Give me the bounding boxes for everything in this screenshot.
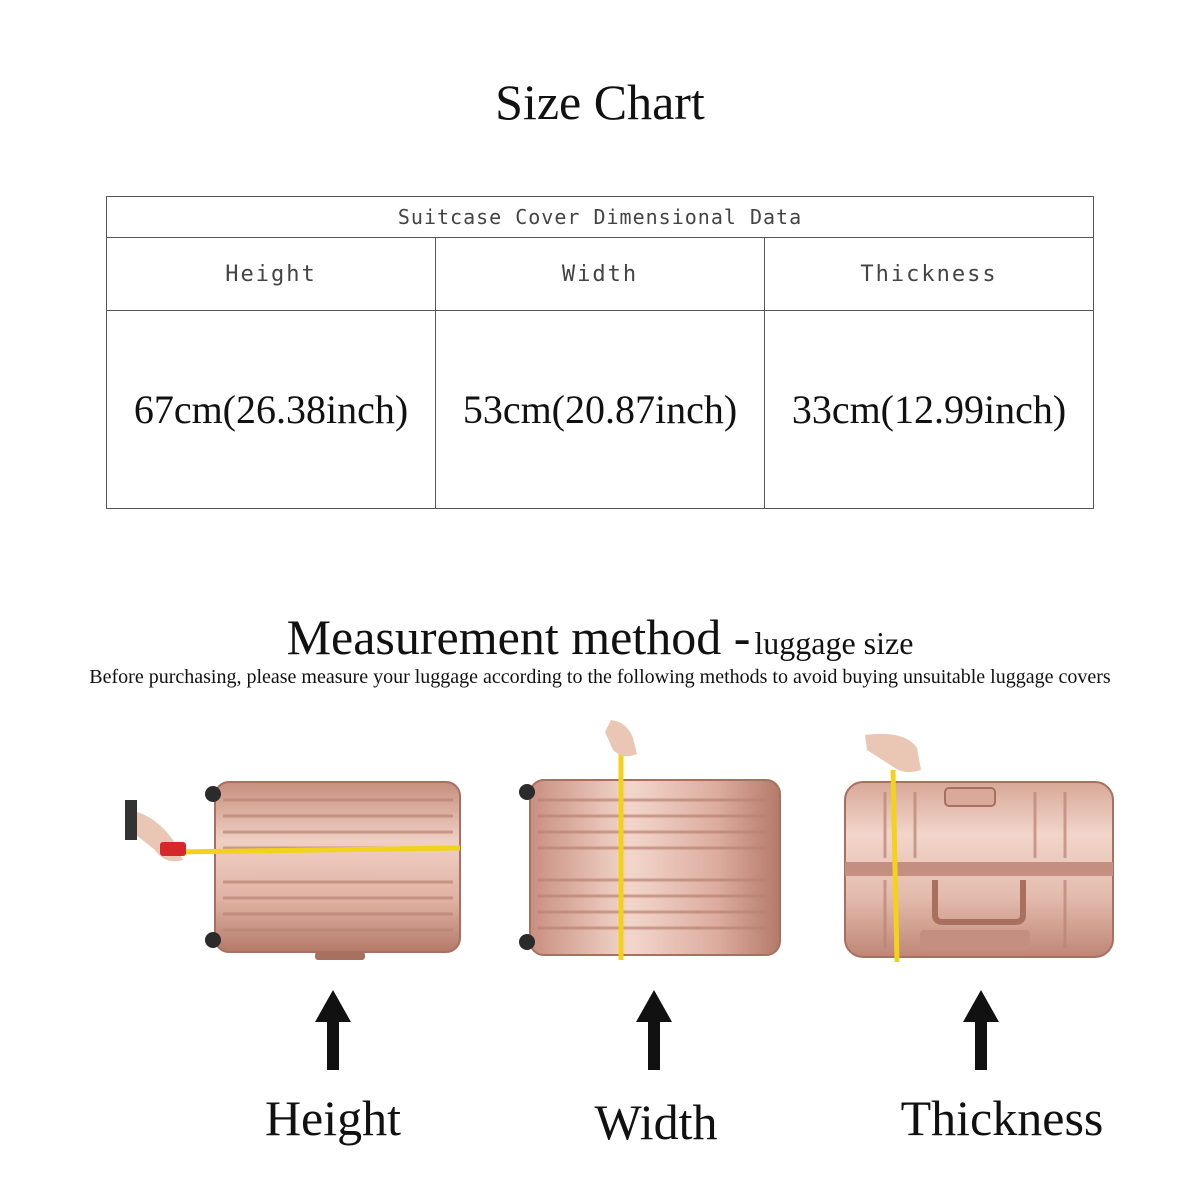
label-width: Width — [594, 1094, 718, 1150]
table-caption-row — [107, 197, 1094, 238]
value-thickness: 33cm(12.99inch) — [765, 311, 1094, 509]
table-caption: Suitcase Cover Dimensional Data — [107, 197, 1094, 238]
header-height: Height — [107, 238, 436, 311]
suitcase-height-photo — [125, 770, 475, 965]
size-table — [106, 196, 1094, 509]
table-value-row — [107, 311, 1094, 509]
page-title: Size Chart — [495, 74, 705, 130]
table-header-row — [107, 238, 1094, 311]
method-note: Before purchasing, please measure your luggage according to the following methods to avoid buying unsuitable luggage covers — [89, 666, 1111, 688]
arrow-up-icon — [963, 990, 999, 1070]
header-width: Width — [436, 238, 765, 311]
method-heading — [0, 608, 1200, 666]
arrow-up-icon — [315, 990, 351, 1070]
suitcase-thickness-photo — [825, 730, 1120, 965]
suitcase-width-photo — [515, 720, 790, 965]
method-subtitle: luggage size — [754, 625, 914, 661]
value-width: 53cm(20.87inch) — [436, 311, 765, 509]
method-title: Measurement method - — [286, 609, 751, 665]
label-thickness: Thickness — [900, 1090, 1104, 1146]
header-thickness: Thickness — [765, 238, 1094, 311]
arrow-up-icon — [636, 990, 672, 1070]
label-height: Height — [264, 1090, 402, 1146]
value-height: 67cm(26.38inch) — [107, 311, 436, 509]
